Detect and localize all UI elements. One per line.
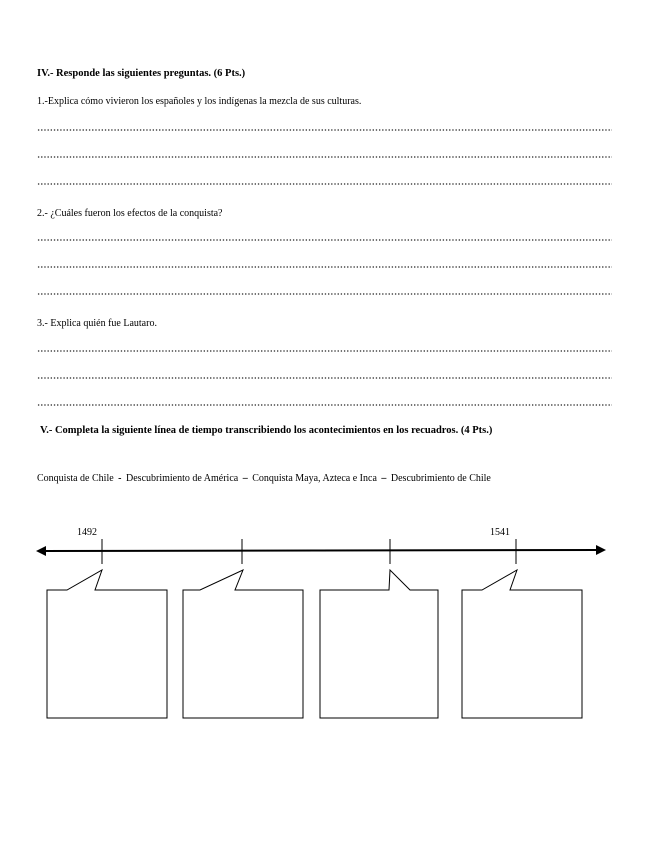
- timeline-year-1492: 1492: [77, 527, 97, 538]
- question-1: 1.-Explica cómo vivieron los españoles y los indígenas la mezcla de sus culturas.: [37, 96, 362, 107]
- event-1: Conquista de Chile: [37, 473, 114, 484]
- separator-1: -: [118, 473, 122, 484]
- timeline-box-2[interactable]: [183, 570, 303, 718]
- timeline-box-3[interactable]: [320, 570, 438, 718]
- timeline-arrow-left: [36, 546, 46, 556]
- event-4: Descubrimiento de Chile: [390, 473, 491, 484]
- separator-3: –: [381, 473, 387, 484]
- separator-2: –: [242, 473, 248, 484]
- timeline-arrow-right: [596, 545, 606, 555]
- timeline-box-4[interactable]: [462, 570, 582, 718]
- timeline-axis: [44, 550, 597, 551]
- question-3: 3.- Explica quién fue Lautaro.: [37, 318, 157, 329]
- timeline-year-1541: 1541: [490, 527, 510, 538]
- event-2: Descubrimiento de América: [126, 473, 239, 484]
- section-v-heading: V.- Completa la siguiente línea de tiempo transcribiendo los acontecimientos en los recuadros. (4 Pts.): [40, 425, 493, 436]
- event-3: Conquista Maya, Azteca e Inca: [252, 473, 377, 484]
- section-iv-heading: IV.- Responde las siguientes preguntas. (6 Pts.): [37, 68, 246, 79]
- timeline-box-1[interactable]: [47, 570, 167, 718]
- question-2: 2.- ¿Cuáles fueron los efectos de la conquista?: [37, 208, 223, 219]
